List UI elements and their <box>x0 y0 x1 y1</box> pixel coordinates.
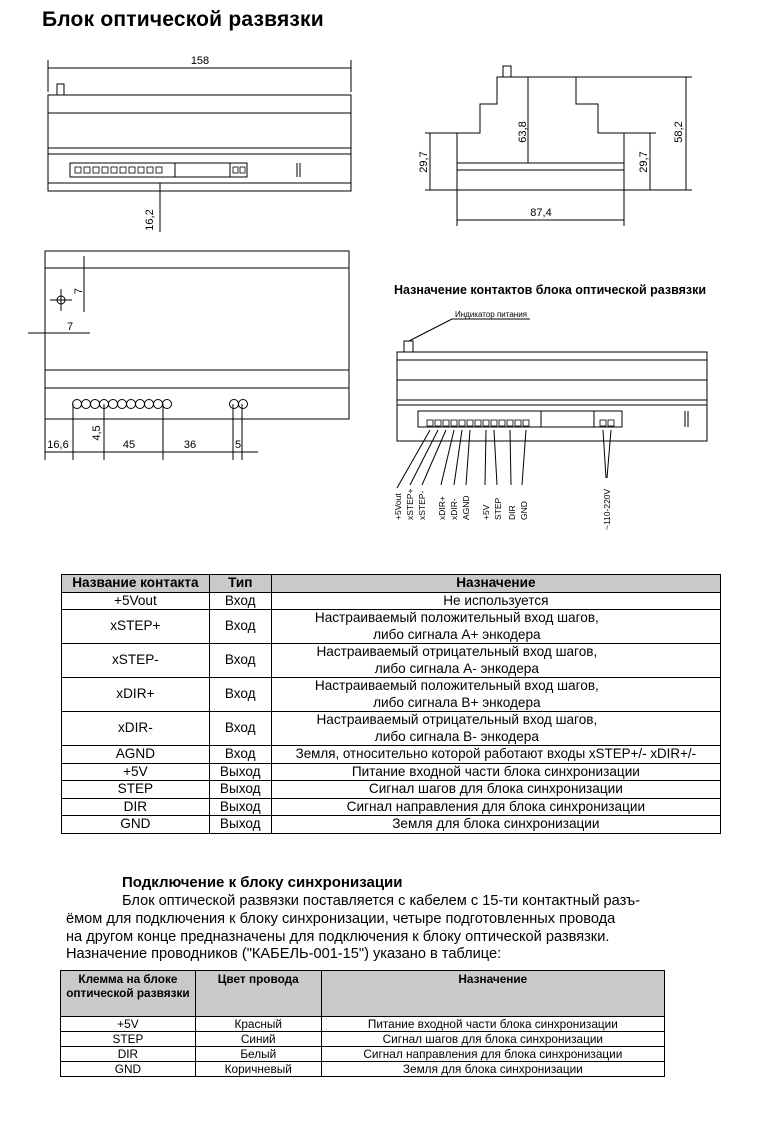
table-header-cell: Клемма на блоке оптической развязки <box>61 971 196 1017</box>
contact-name: xDIR- <box>62 712 210 746</box>
dim-total-height-label: 58,2 <box>673 121 685 143</box>
contact-desc: Питание входной части блока синхронизации <box>271 763 720 781</box>
contacts-table <box>61 574 721 834</box>
contact-name: DIR <box>62 798 210 816</box>
pin-heading: Назначение контактов блока оптической развязки <box>394 283 707 297</box>
contact-type: Вход <box>209 746 271 764</box>
contact-name: xSTEP- <box>62 644 210 678</box>
pin-label: GND <box>519 501 529 520</box>
table-row <box>61 1017 665 1032</box>
contact-name: +5Vout <box>62 592 210 610</box>
pin-label: xSTEP- <box>417 490 427 520</box>
dim-depth-label: 87,4 <box>530 207 552 219</box>
table-header-cell: Название контакта <box>62 575 210 593</box>
terminal: GND <box>61 1062 196 1077</box>
table-row <box>62 798 721 816</box>
desc-line: Настраиваемый отрицательный вход шагов, <box>316 712 598 727</box>
table-row <box>62 816 721 834</box>
table-header-cell: Цвет провода <box>195 971 321 1017</box>
indicator-label: Индикатор питания <box>455 310 527 319</box>
pin-label: xDIR- <box>449 498 459 520</box>
table-row <box>62 610 721 644</box>
contact-type: Выход <box>209 798 271 816</box>
desc-line: Настраиваемый отрицательный вход шагов, <box>316 644 598 659</box>
wire-desc: Земля для блока синхронизации <box>321 1062 664 1077</box>
table-row <box>61 1047 665 1062</box>
contact-type: Вход <box>209 644 271 678</box>
contact-desc: Земля для блока синхронизации <box>271 816 720 834</box>
dim-d5-label: 4,5 <box>91 425 103 441</box>
table-row <box>62 781 721 799</box>
contact-desc: Не используется <box>271 592 720 610</box>
table-row <box>62 712 721 746</box>
wire-color: Красный <box>195 1017 321 1032</box>
dim-d6-label: 7 <box>73 287 85 295</box>
dim-left-height-label: 29,7 <box>418 151 430 173</box>
table-row <box>62 644 721 678</box>
wire-color: Коричневый <box>195 1062 321 1077</box>
terminal: +5V <box>61 1017 196 1032</box>
pin-label: STEP <box>493 497 503 520</box>
contact-name: GND <box>62 816 210 834</box>
contact-type: Вход <box>209 610 271 644</box>
contact-name: xDIR+ <box>62 678 210 712</box>
section-heading: Подключение к блоку синхронизации <box>122 874 403 891</box>
table-row <box>62 746 721 764</box>
table-header-cell: Назначение <box>271 575 720 593</box>
contact-type: Выход <box>209 763 271 781</box>
pin-label: +5Vout <box>393 493 403 520</box>
contact-desc <box>271 610 720 644</box>
dim-d3-label: 36 <box>183 439 197 451</box>
wire-desc: Сигнал шагов для блока синхронизации <box>321 1032 664 1047</box>
contact-desc: Земля, относительно которой работают входы xSTEP+/- xDIR+/- <box>271 746 720 764</box>
para-line: на другом конце предназначены для подключения к блоку оптической развязки. <box>66 928 610 945</box>
desc-line: Настраиваемый положительный вход шагов, <box>314 610 599 625</box>
desc-line: либо сигнала В+ энкодера <box>373 694 541 710</box>
table-header-cell: Назначение <box>321 971 664 1017</box>
wire-desc: Питание входной части блока синхронизации <box>321 1017 664 1032</box>
table-header-cell: Тип <box>209 575 271 593</box>
desc-line: Настраиваемый положительный вход шагов, <box>314 678 599 693</box>
contact-desc <box>271 712 720 746</box>
terminal: DIR <box>61 1047 196 1062</box>
contact-desc <box>271 644 720 678</box>
contact-desc <box>271 678 720 712</box>
power-label: ~110-220V <box>602 488 612 530</box>
table-header-row <box>62 575 721 593</box>
para-line: Блок оптической развязки поставляется с кабелем с 15-ти контактный разъ- <box>122 893 640 909</box>
pin-label: +5V <box>481 504 491 520</box>
table-row <box>62 592 721 610</box>
contact-type: Выход <box>209 781 271 799</box>
wire-color: Синий <box>195 1032 321 1047</box>
desc-line: либо сигнала А+ энкодера <box>373 626 541 642</box>
contact-desc: Сигнал направления для блока синхронизации <box>271 798 720 816</box>
para-line: ёмом для подключения к блоку синхронизации, четыре подготовленных провода <box>66 910 616 927</box>
dim-d7-label: 7 <box>66 321 74 333</box>
dim-height-label: 16,2 <box>144 209 156 231</box>
wire-desc: Сигнал направления для блока синхронизации <box>321 1047 664 1062</box>
dim-right-height-label: 29,7 <box>638 151 650 173</box>
dim-width-label: 158 <box>190 55 210 67</box>
wire-color: Белый <box>195 1047 321 1062</box>
table-row <box>62 678 721 712</box>
page-title: Блок оптической развязки <box>42 8 324 31</box>
desc-line: либо сигнала В- энкодера <box>374 728 539 744</box>
dim-d4-label: 5 <box>234 439 242 451</box>
pin-labels <box>393 488 612 530</box>
contact-type: Вход <box>209 712 271 746</box>
contact-name: STEP <box>62 781 210 799</box>
table-row <box>61 1032 665 1047</box>
dim-d1-label: 16,6 <box>47 439 69 451</box>
contact-type: Выход <box>209 816 271 834</box>
desc-line: либо сигнала А- энкодера <box>374 660 539 676</box>
pin-label: AGND <box>461 495 471 520</box>
contact-name: xSTEP+ <box>62 610 210 644</box>
pin-label: DIR <box>507 505 517 520</box>
contact-desc: Сигнал шагов для блока синхронизации <box>271 781 720 799</box>
contact-name: AGND <box>62 746 210 764</box>
table-row <box>62 763 721 781</box>
table-header-row <box>61 971 665 1017</box>
contact-name: +5V <box>62 763 210 781</box>
section-paragraph <box>66 893 666 964</box>
contact-type: Вход <box>209 592 271 610</box>
terminal: STEP <box>61 1032 196 1047</box>
pin-label: xSTEP+ <box>405 488 415 520</box>
table-row <box>61 1062 665 1077</box>
contact-type: Вход <box>209 678 271 712</box>
dim-d2-label: 45 <box>122 439 136 451</box>
pin-label: xDIR+ <box>437 496 447 520</box>
dim-mid-height-label: 63,8 <box>517 121 529 143</box>
technical-drawing <box>0 0 766 560</box>
wires-table <box>60 970 665 1077</box>
para-line: Назначение проводников ("КАБЕЛЬ-001-15") указано в таблице: <box>66 946 502 963</box>
